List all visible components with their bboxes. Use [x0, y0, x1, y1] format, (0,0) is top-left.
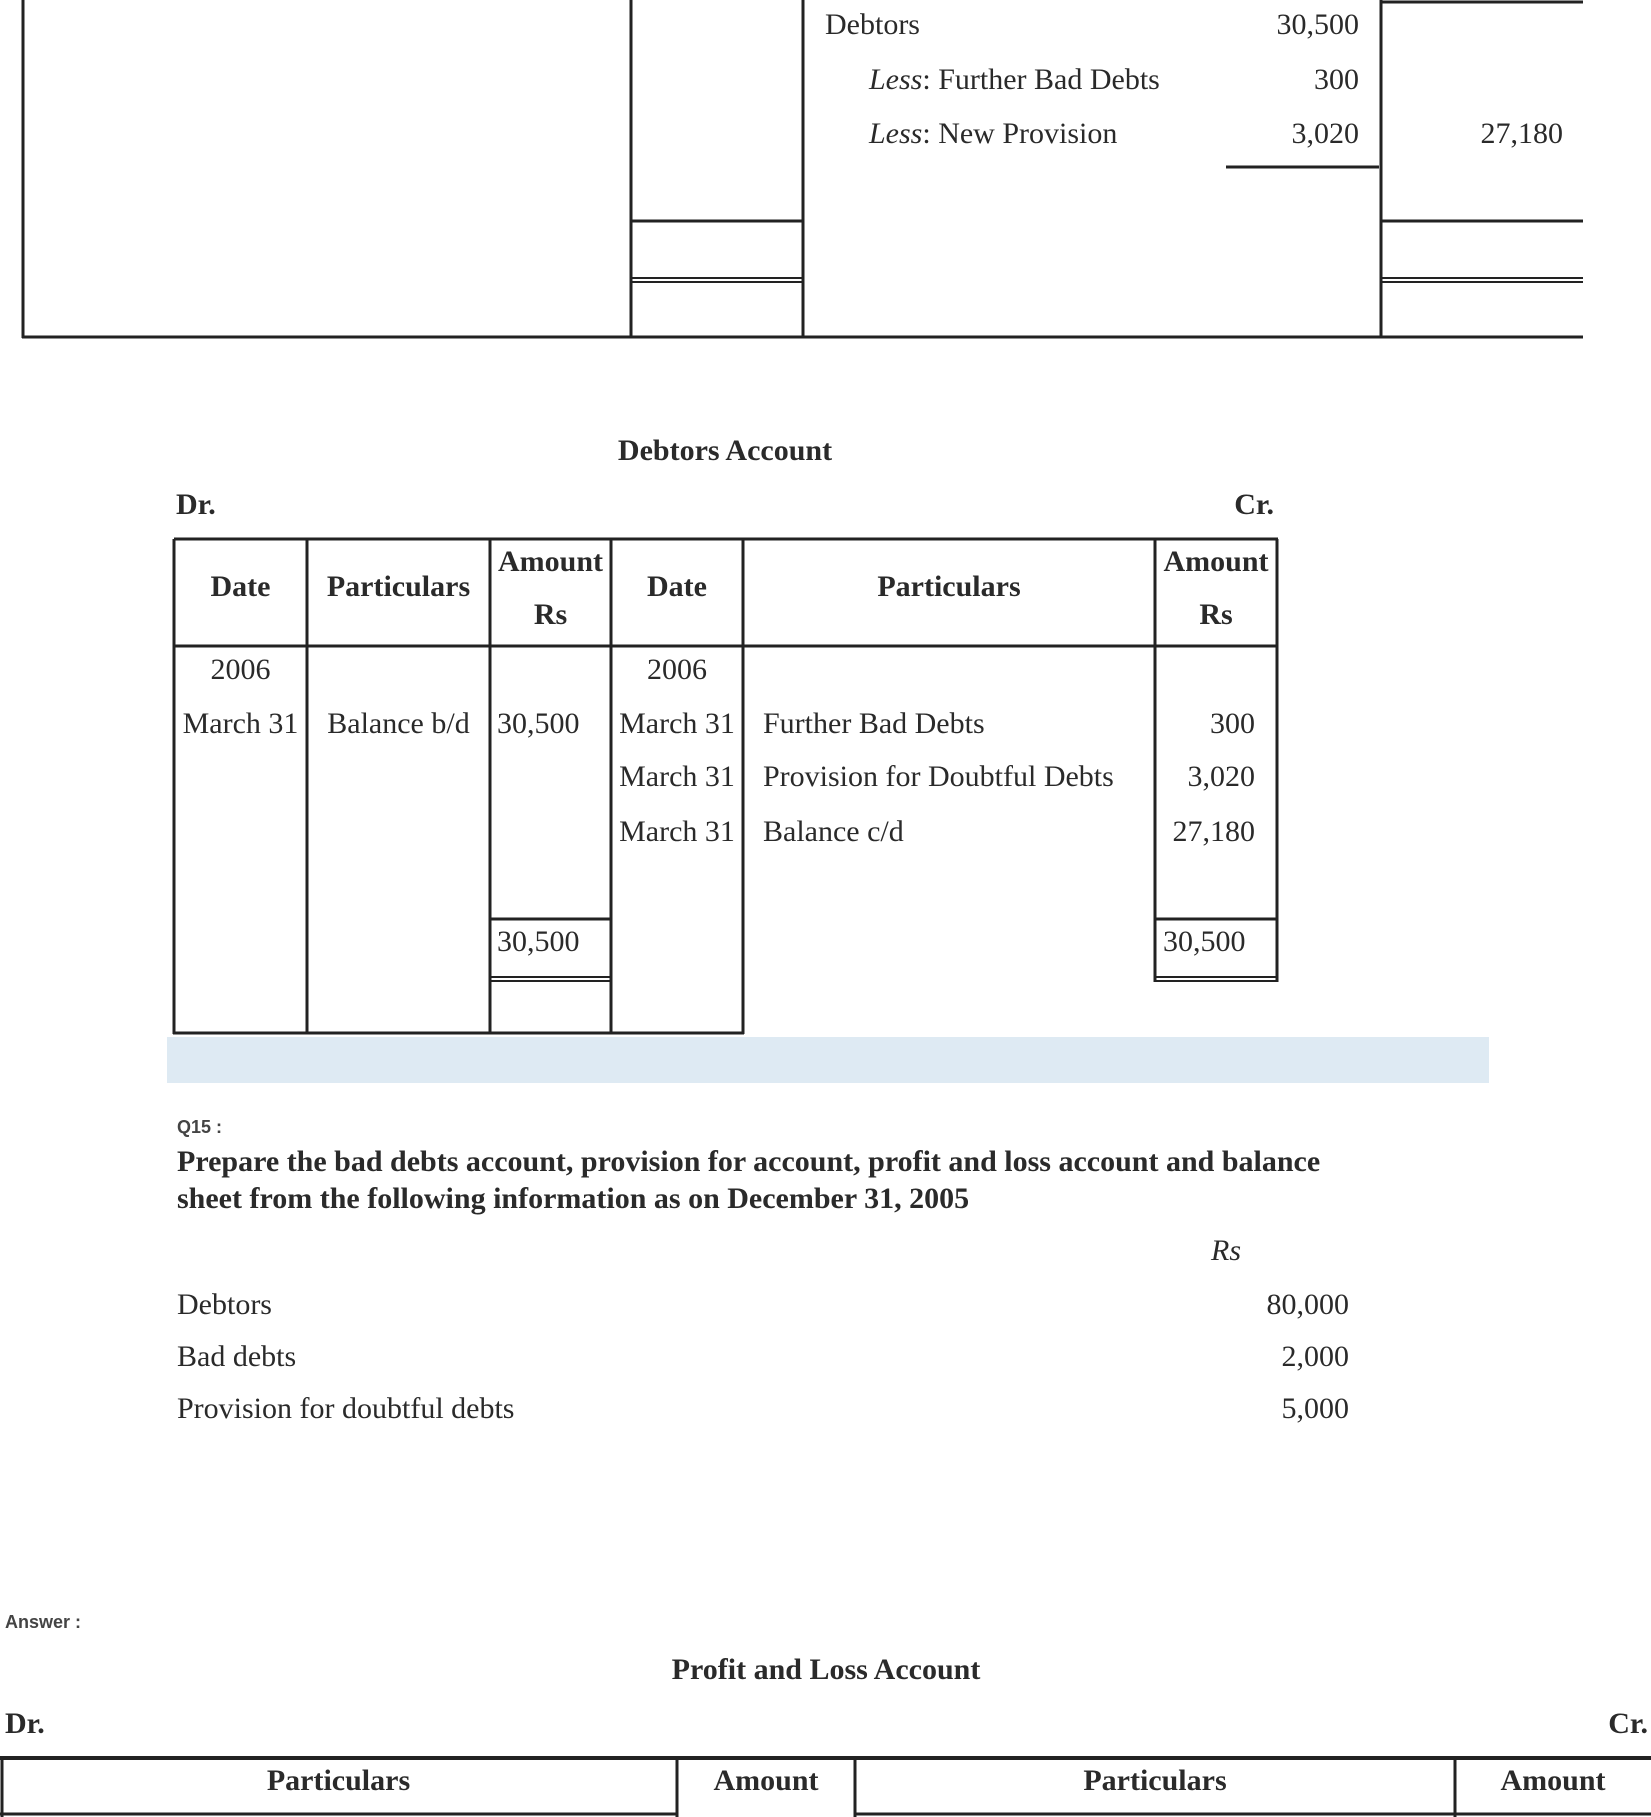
item-value: 80,000 [1266, 1288, 1349, 1321]
header-date: Date [210, 570, 271, 603]
dr-row-particulars: Balance b/d [327, 707, 470, 740]
cr-row-amount: 27,180 [1172, 815, 1255, 848]
pl-header-amount: Amount [713, 1764, 819, 1797]
bad-debts-amount: 300 [1314, 63, 1359, 96]
pl-header-amount: Amount [1500, 1764, 1606, 1797]
header-amount: Amount [497, 545, 603, 578]
currency-header: Rs [1211, 1234, 1241, 1267]
question-label: Q15 : [177, 1117, 223, 1137]
item-label: Debtors [177, 1288, 272, 1321]
item-value: 5,000 [1281, 1392, 1349, 1425]
dr-total: 30,500 [497, 925, 580, 958]
item-label: Provision for doubtful debts [177, 1392, 515, 1425]
question-text-line1: Prepare the bad debts account, provision for account, profit and loss account and balance [177, 1145, 1321, 1178]
header-rs: Rs [533, 598, 568, 631]
pl-title: Profit and Loss Account [671, 1653, 981, 1686]
less-prefix: Less [869, 63, 923, 96]
item-value: 2,000 [1281, 1340, 1349, 1373]
header-amount: Amount [1163, 545, 1269, 578]
pl-header-particulars: Particulars [266, 1764, 411, 1797]
year: 2006 [647, 653, 707, 686]
header-rs: Rs [1199, 598, 1233, 631]
debtors-amount: 30,500 [1276, 8, 1359, 41]
debtors-account-title: Debtors Account [617, 434, 833, 467]
cr-row-date: March 31 [619, 707, 735, 740]
debtors-label: Debtors [825, 8, 920, 41]
cr-row-date: March 31 [619, 760, 735, 793]
cr-row-particulars: Balance c/d [763, 815, 904, 848]
cr-row-particulars: Further Bad Debts [763, 707, 985, 740]
cr-label: Cr. [1608, 1707, 1648, 1740]
less-prefix: Less [869, 117, 923, 150]
header-date: Date [647, 570, 707, 603]
separator-band [167, 1037, 1489, 1083]
item-label: Bad debts [177, 1340, 297, 1373]
net-debtors-amount: 27,180 [1480, 117, 1563, 150]
answer-label: Answer : [5, 1612, 82, 1632]
question-text-line2: sheet from the following information as on December 31, 2005 [177, 1182, 970, 1215]
cr-row-amount: 3,020 [1187, 760, 1255, 793]
cr-label: Cr. [1234, 488, 1274, 521]
header-particulars: Particulars [877, 570, 1021, 603]
less-new-provision [869, 117, 1117, 151]
dr-row-amount: 30,500 [497, 707, 580, 740]
year: 2006 [210, 653, 271, 686]
cr-row-amount: 300 [1210, 707, 1255, 740]
dr-label: Dr. [176, 488, 216, 521]
less-label: : New Provision [922, 117, 1118, 150]
cr-row-date: March 31 [619, 815, 735, 848]
dr-label: Dr. [5, 1707, 45, 1740]
provision-amount: 3,020 [1291, 117, 1359, 150]
less-bad-debts [869, 63, 1160, 97]
dr-row-date: March 31 [182, 707, 299, 740]
header-particulars: Particulars [326, 570, 471, 603]
cr-row-particulars: Provision for Doubtful Debts [763, 760, 1114, 793]
cr-total: 30,500 [1163, 925, 1246, 958]
pl-header-particulars: Particulars [1083, 1764, 1227, 1797]
less-label: : Further Bad Debts [922, 63, 1160, 96]
